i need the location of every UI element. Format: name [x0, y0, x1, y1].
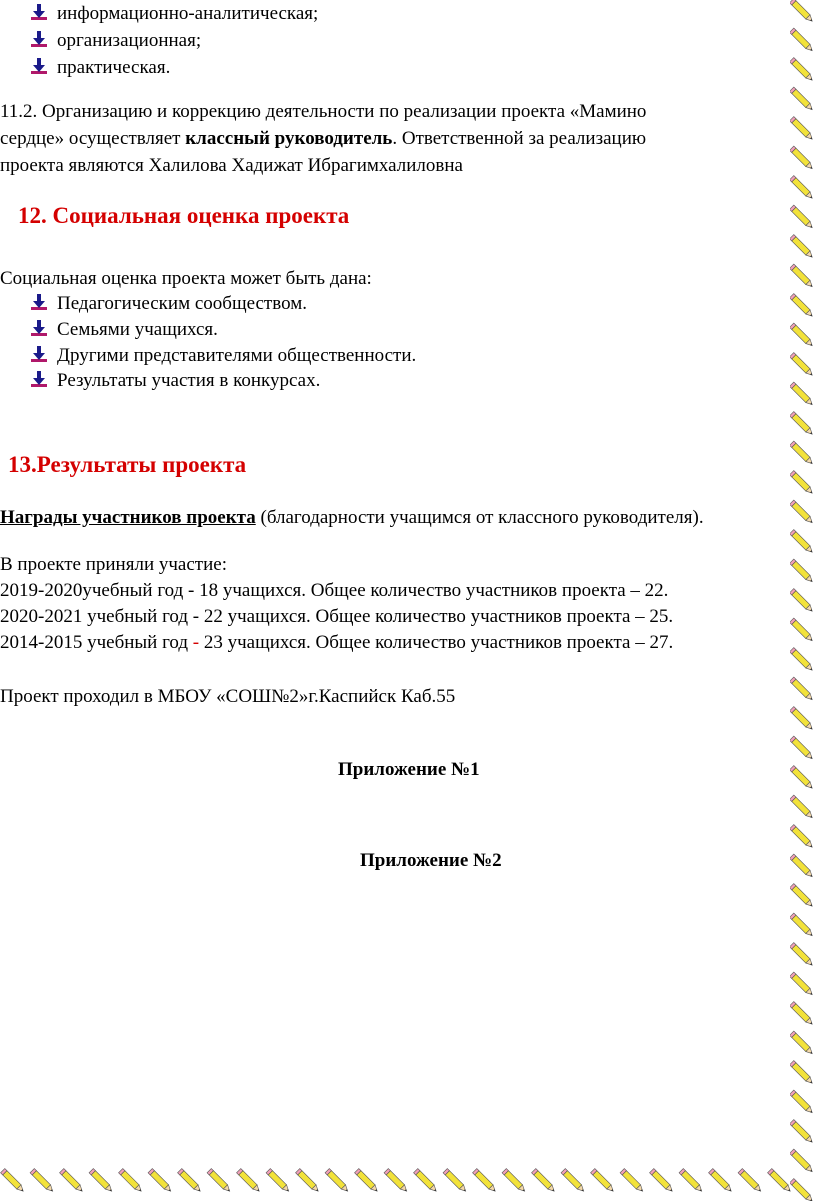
pencil-icon: [790, 1090, 814, 1115]
text-span: . Ответственной за реализацию: [392, 128, 647, 149]
pencil-icon: [790, 264, 814, 289]
pencil-icon: [384, 1169, 409, 1194]
arrow-bullet-icon: [30, 57, 48, 75]
pencil-icon: [790, 1002, 814, 1027]
arrow-bullet-icon: [30, 293, 48, 311]
pencil-icon: [790, 589, 814, 614]
pencil-icon: [443, 1169, 468, 1194]
year-line: [0, 631, 673, 655]
pencil-icon: [237, 1169, 262, 1194]
year-line: 2020-2021 учебный год - 22 учащихся. Общее количество участников проекта – 25.: [0, 606, 674, 627]
pencil-border-right: [790, 0, 816, 1201]
pencil-icon: [650, 1169, 675, 1194]
list-item: Результаты участия в конкурсах.: [57, 370, 321, 391]
pencil-icon: [790, 677, 814, 702]
pencil-icon: [790, 412, 814, 437]
pencil-icon: [60, 1169, 85, 1194]
pencil-icon: [790, 648, 814, 673]
paragraph-line: проекта являются Халилова Хадижат Ибрагимхалиловна: [0, 155, 463, 176]
pencil-icon: [148, 1169, 173, 1194]
pencil-icon: [790, 205, 814, 230]
pencil-icon: [207, 1169, 232, 1194]
pencil-icon: [738, 1169, 763, 1194]
pencil-icon: [296, 1169, 321, 1194]
pencil-icon: [790, 87, 814, 112]
pencil-icon: [790, 0, 814, 23]
pencil-icon: [768, 1169, 793, 1194]
pencil-icon: [790, 441, 814, 466]
list-item: организационная;: [57, 30, 202, 51]
pencil-icon: [709, 1169, 734, 1194]
pencil-icon: [561, 1169, 586, 1194]
list-item: Семьями учащихся.: [57, 319, 218, 340]
paragraph-line: 11.2. Организацию и коррекцию деятельности по реализации проекта «Мамино: [0, 101, 647, 122]
pencil-icon: [30, 1169, 55, 1194]
pencil-icon: [790, 382, 814, 407]
pencil-icon: [790, 58, 814, 83]
pencil-icon: [532, 1169, 557, 1194]
list-item: Педагогическим сообществом.: [57, 293, 307, 314]
pencil-icon: [790, 707, 814, 732]
pencil-icon: [790, 972, 814, 997]
pencil-icon: [790, 766, 814, 791]
paragraph-line: [0, 127, 646, 151]
pencil-icon: [355, 1169, 380, 1194]
text-span: (благодарности учащимся от классного руководителя).: [255, 507, 704, 528]
pencil-border-bottom: [0, 1160, 816, 1201]
pencil-icon: [790, 618, 814, 643]
text-span: 23 учащихся. Общее количество участников проекта – 27.: [199, 632, 674, 653]
pencil-icon: [1, 1169, 26, 1194]
paragraph-line: Проект проходил в МБОУ «СОШ№2»г.Каспийск Каб.55: [0, 686, 456, 707]
pencil-icon: [414, 1169, 439, 1194]
pencil-icon: [620, 1169, 645, 1194]
pencil-icon: [790, 28, 814, 53]
text-span: 2014-2015 учебный год: [0, 632, 193, 653]
pencil-icon: [790, 500, 814, 525]
list-item: информационно-аналитическая;: [57, 3, 319, 24]
arrow-bullet-icon: [30, 3, 48, 21]
pencil-icon: [790, 1120, 814, 1145]
arrow-bullet-icon: [30, 319, 48, 337]
bold-text: классный руководитель: [185, 128, 393, 149]
arrow-bullet-icon: [30, 345, 48, 363]
section-heading: 12. Социальная оценка проекта: [18, 203, 350, 228]
pencil-icon: [790, 530, 814, 555]
paragraph-line: [0, 506, 704, 530]
pencil-icon: [790, 795, 814, 820]
paragraph-line: В проекте приняли участие:: [0, 554, 227, 575]
paragraph-line: Социальная оценка проекта может быть дана:: [0, 268, 372, 289]
pencil-icon: [790, 913, 814, 938]
appendix-title: Приложение №2: [360, 850, 502, 871]
pencil-icon: [325, 1169, 350, 1194]
pencil-icon: [591, 1169, 616, 1194]
pencil-icon: [790, 1061, 814, 1086]
pencil-icon: [790, 943, 814, 968]
pencil-icon: [790, 854, 814, 879]
pencil-icon: [790, 471, 814, 496]
pencil-icon: [473, 1169, 498, 1194]
red-dash: -: [192, 632, 200, 653]
pencil-icon: [790, 1031, 814, 1056]
year-line: 2019-2020учебный год - 18 учащихся. Общее количество участников проекта – 22.: [0, 580, 669, 601]
awards-label: Награды участников проекта: [0, 507, 256, 528]
list-item: Другими представителями общественности.: [57, 345, 417, 366]
pencil-icon: [790, 323, 814, 348]
pencil-icon: [790, 176, 814, 201]
pencil-icon: [790, 884, 814, 909]
pencil-icon: [790, 146, 814, 171]
text-span: сердце» осуществляет: [0, 128, 186, 149]
pencil-icon: [502, 1169, 527, 1194]
section-heading: 13.Результаты проекта: [8, 452, 247, 477]
pencil-icon: [790, 117, 814, 142]
appendix-title: Приложение №1: [338, 759, 480, 780]
pencil-icon: [790, 235, 814, 260]
pencil-icon: [790, 294, 814, 319]
pencil-icon: [790, 353, 814, 378]
pencil-icon: [790, 736, 814, 761]
pencil-icon: [178, 1169, 203, 1194]
list-item: практическая.: [57, 57, 171, 78]
arrow-bullet-icon: [30, 30, 48, 48]
pencil-icon: [790, 559, 814, 584]
arrow-bullet-icon: [30, 370, 48, 388]
pencil-icon: [790, 825, 814, 850]
pencil-icon: [89, 1169, 114, 1194]
pencil-icon: [266, 1169, 291, 1194]
pencil-icon: [119, 1169, 144, 1194]
pencil-icon: [679, 1169, 704, 1194]
